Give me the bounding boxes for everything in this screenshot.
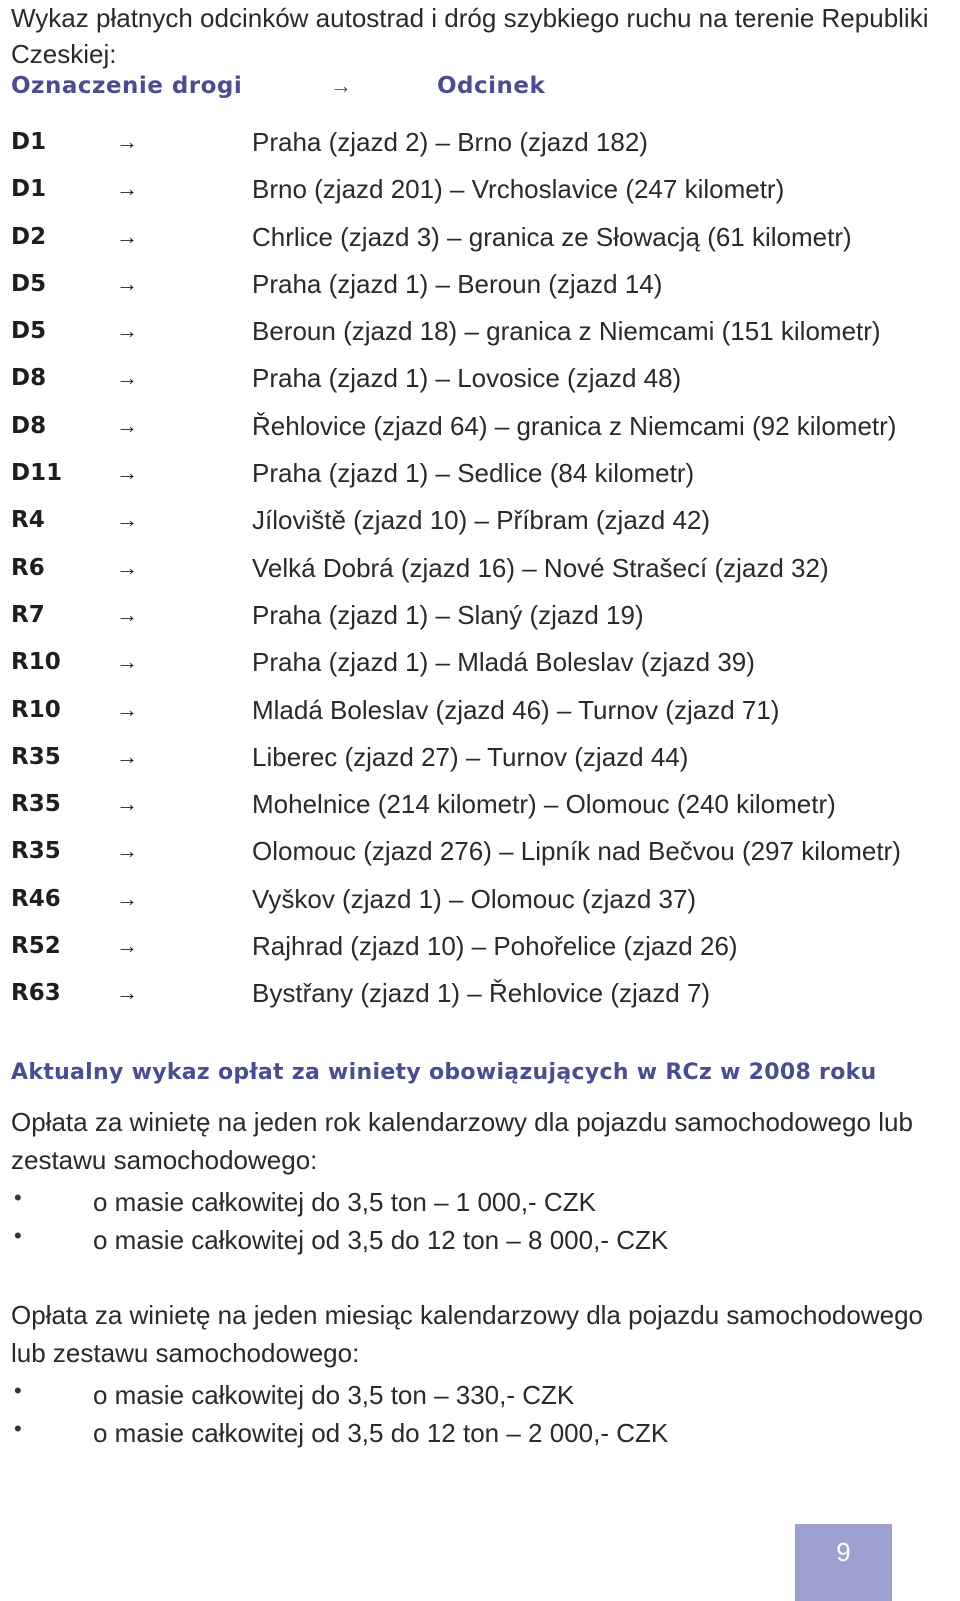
- arrow-right-icon: →: [116, 507, 138, 533]
- road-code: D5: [11, 318, 47, 345]
- road-segment: Praha (zjazd 2) – Brno (zjazd 182): [252, 127, 648, 157]
- monthly-fee-list: [0, 1380, 960, 1456]
- header-road-designation: Oznaczenie drogi: [11, 73, 243, 99]
- table-row: [0, 409, 960, 456]
- road-segment: Bystřany (zjazd 1) – Řehlovice (zjazd 7): [252, 978, 711, 1009]
- road-segment: Olomouc (zjazd 276) – Lipník nad Bečvou (297 kilometr): [252, 836, 901, 867]
- road-segment: Jíloviště (zjazd 10) – Příbram (zjazd 42): [252, 505, 711, 536]
- table-row: [0, 267, 960, 314]
- road-code: R10: [11, 696, 61, 723]
- road-segment: Praha (zjazd 1) – Mladá Boleslav (zjazd 39): [252, 647, 755, 678]
- table-row: [0, 834, 960, 881]
- road-segment: Praha (zjazd 1) – Sedlice (84 kilometr): [252, 458, 695, 489]
- arrow-right-icon: →: [116, 885, 138, 911]
- arrow-right-icon: →: [116, 365, 138, 391]
- table-row: [0, 503, 960, 550]
- road-code: D8: [11, 365, 47, 392]
- list-item: [0, 1225, 960, 1263]
- table-row: [0, 125, 960, 172]
- road-segment: Řehlovice (zjazd 64) – granica z Niemcami (92 kilometr): [252, 410, 897, 441]
- road-code: R6: [11, 554, 45, 581]
- list-item: [0, 1380, 960, 1418]
- table-row: [0, 551, 960, 598]
- bullet-icon: •: [14, 1416, 22, 1441]
- arrow-right-icon: →: [116, 933, 138, 959]
- road-segment: Vyškov (zjazd 1) – Olomouc (zjazd 37): [252, 883, 697, 914]
- road-segment: Chrlice (zjazd 3) – granica ze Słowacją (61 kilometr): [252, 221, 852, 252]
- fee-item-text: o masie całkowitej do 3,5 ton – 1 000,- CZK: [93, 1187, 596, 1217]
- table-row: [0, 314, 960, 361]
- road-segment: Rajhrad (zjazd 10) – Pohořelice (zjazd 26): [252, 931, 738, 962]
- arrow-right-icon: →: [116, 980, 138, 1006]
- arrow-right-icon: →: [116, 649, 138, 675]
- fee-item-text: o masie całkowitej od 3,5 do 12 ton – 2 000,- CZK: [93, 1418, 669, 1448]
- road-segment: Liberec (zjazd 27) – Turnov (zjazd 44): [252, 741, 689, 772]
- road-code: R35: [11, 791, 61, 818]
- table-row: [0, 740, 960, 787]
- road-code: R10: [11, 649, 61, 676]
- table-row: [0, 882, 960, 929]
- page-number: 9: [836, 1537, 851, 1567]
- table-row: [0, 598, 960, 645]
- road-segment: Beroun (zjazd 18) – granica z Niemcami (151 kilometr): [252, 316, 881, 347]
- arrow-right-icon: →: [116, 176, 138, 202]
- arrow-right-icon: →: [116, 696, 138, 722]
- road-segment: Mladá Boleslav (zjazd 46) – Turnov (zjazd 71): [252, 694, 780, 725]
- arrow-right-icon: →: [116, 460, 138, 486]
- bullet-icon: •: [14, 1185, 22, 1210]
- table-row: [0, 220, 960, 267]
- arrow-right-icon: →: [116, 129, 138, 154]
- arrow-right-icon: →: [116, 412, 138, 438]
- fee-item-text: o masie całkowitej od 3,5 do 12 ton – 8 000,- CZK: [93, 1225, 669, 1255]
- arrow-right-icon: →: [116, 270, 138, 296]
- road-code: D2: [11, 223, 47, 250]
- arrow-right-icon: →: [116, 223, 138, 249]
- table-row: [0, 787, 960, 834]
- road-code: D1: [11, 129, 47, 155]
- table-row: [0, 976, 960, 1023]
- road-code: D8: [11, 412, 47, 439]
- road-segment: Brno (zjazd 201) – Vrchoslavice (247 kilometr): [252, 174, 785, 205]
- road-code: D5: [11, 270, 47, 297]
- table-row: [0, 929, 960, 976]
- monthly-fee-intro: Opłata za winietę na jeden miesiąc kalendarzowy dla pojazdu samochodowego lub zestawu samochodowego:: [11, 1300, 923, 1368]
- table-row: [0, 456, 960, 503]
- road-code: R63: [11, 980, 61, 1007]
- table-row: [0, 172, 960, 219]
- yearly-fee-intro: Opłata za winietę na jeden rok kalendarzowy dla pojazdu samochodowego lub zestawu samochodowego:: [11, 1107, 913, 1175]
- arrow-right-icon: →: [116, 743, 138, 769]
- arrow-right-icon: →: [116, 601, 138, 627]
- arrow-right-icon: →: [116, 838, 138, 864]
- road-segment: Mohelnice (214 kilometr) – Olomouc (240 kilometr): [252, 789, 836, 820]
- toll-road-list: [0, 125, 960, 1024]
- table-row: [0, 645, 960, 692]
- list-item: [0, 1187, 960, 1225]
- arrow-right-icon: →: [116, 554, 138, 580]
- bullet-icon: •: [14, 1378, 22, 1403]
- arrow-right-icon: →: [116, 791, 138, 817]
- bullet-icon: •: [14, 1223, 22, 1248]
- fee-item-text: o masie całkowitej do 3,5 ton – 330,- CZK: [93, 1380, 575, 1410]
- road-code: R7: [11, 601, 45, 628]
- intro-text: Wykaz płatnych odcinków autostrad i dróg szybkiego ruchu na terenie Republiki Czeskiej:: [11, 3, 929, 69]
- header-arrow-icon: →: [330, 73, 352, 98]
- arrow-right-icon: →: [116, 318, 138, 344]
- road-segment: Velká Dobrá (zjazd 16) – Nové Strašecí (zjazd 32): [252, 552, 829, 583]
- list-item: [0, 1418, 960, 1456]
- table-row: [0, 693, 960, 740]
- road-segment: Praha (zjazd 1) – Lovosice (zjazd 48): [252, 363, 682, 394]
- page-number-badge: [795, 1524, 892, 1601]
- road-code: R35: [11, 838, 61, 865]
- road-segment: Praha (zjazd 1) – Beroun (zjazd 14): [252, 268, 663, 299]
- road-code: R35: [11, 743, 61, 770]
- road-code: R46: [11, 885, 61, 912]
- table-row: [0, 361, 960, 408]
- header-segment: Odcinek: [437, 73, 546, 99]
- yearly-fee-list: [0, 1187, 960, 1263]
- road-code: R52: [11, 933, 61, 960]
- road-code: D11: [11, 460, 63, 487]
- fees-section-title: Aktualny wykaz opłat za winiety obowiązujących w RCz w 2008 roku: [11, 1060, 877, 1085]
- road-code: R4: [11, 507, 45, 534]
- road-segment: Praha (zjazd 1) – Slaný (zjazd 19): [252, 599, 644, 630]
- table-header: [0, 73, 960, 109]
- road-code: D1: [11, 176, 47, 203]
